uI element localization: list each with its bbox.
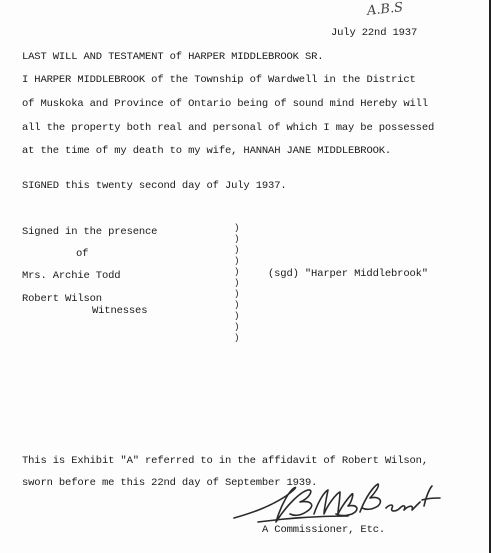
witness-name: Robert Wilson [22,293,102,305]
bracket-mark: ) [234,245,240,255]
will-body-line: of Muskoka and Province of Ontario being of sound mind Hereby will [22,98,428,110]
bracket-mark: ) [234,300,240,310]
witnesses-label: Witnesses [92,305,148,317]
exhibit-line: sworn before me this 22nd day of September 1939. [22,477,318,489]
exhibit-line: This is Exhibit "A" referred to in the affidavit of Robert Wilson, [22,455,428,467]
bracket-mark: ) [234,267,240,277]
bracket-mark: ) [234,223,240,233]
bracket-mark: ) [234,322,240,332]
commissioner-label: A Commissioner, Etc. [262,524,386,536]
bracket-mark: ) [234,278,240,288]
bracket-mark: ) [234,256,240,266]
document-date: July 22nd 1937 [331,27,418,39]
handwritten-initials: A.B.S [366,0,404,19]
will-body-line: at the time of my death to my wife, HANNAH JANE MIDDLEBROOK. [22,145,392,157]
bracket-mark: ) [234,333,240,343]
will-body-line: I HARPER MIDDLEBROOK of the Township of Wardwell in the District [22,74,416,86]
testator-signature: (sgd) "Harper Middlebrook" [268,268,428,280]
witness-name: Mrs. Archie Todd [22,270,121,282]
presence-of-label: of [76,248,89,260]
bracket-mark: ) [234,234,240,244]
will-title: LAST WILL AND TESTAMENT of HARPER MIDDLEBROOK SR. [22,51,324,63]
commissioner-signature [228,478,453,528]
presence-label: Signed in the presence [22,226,158,238]
signed-date-line: SIGNED this twenty second day of July 1937. [22,180,287,192]
will-body-line: all the property both real and personal of which I may be possessed [22,122,435,134]
bracket-mark: ) [234,311,240,321]
bracket-mark: ) [234,289,240,299]
